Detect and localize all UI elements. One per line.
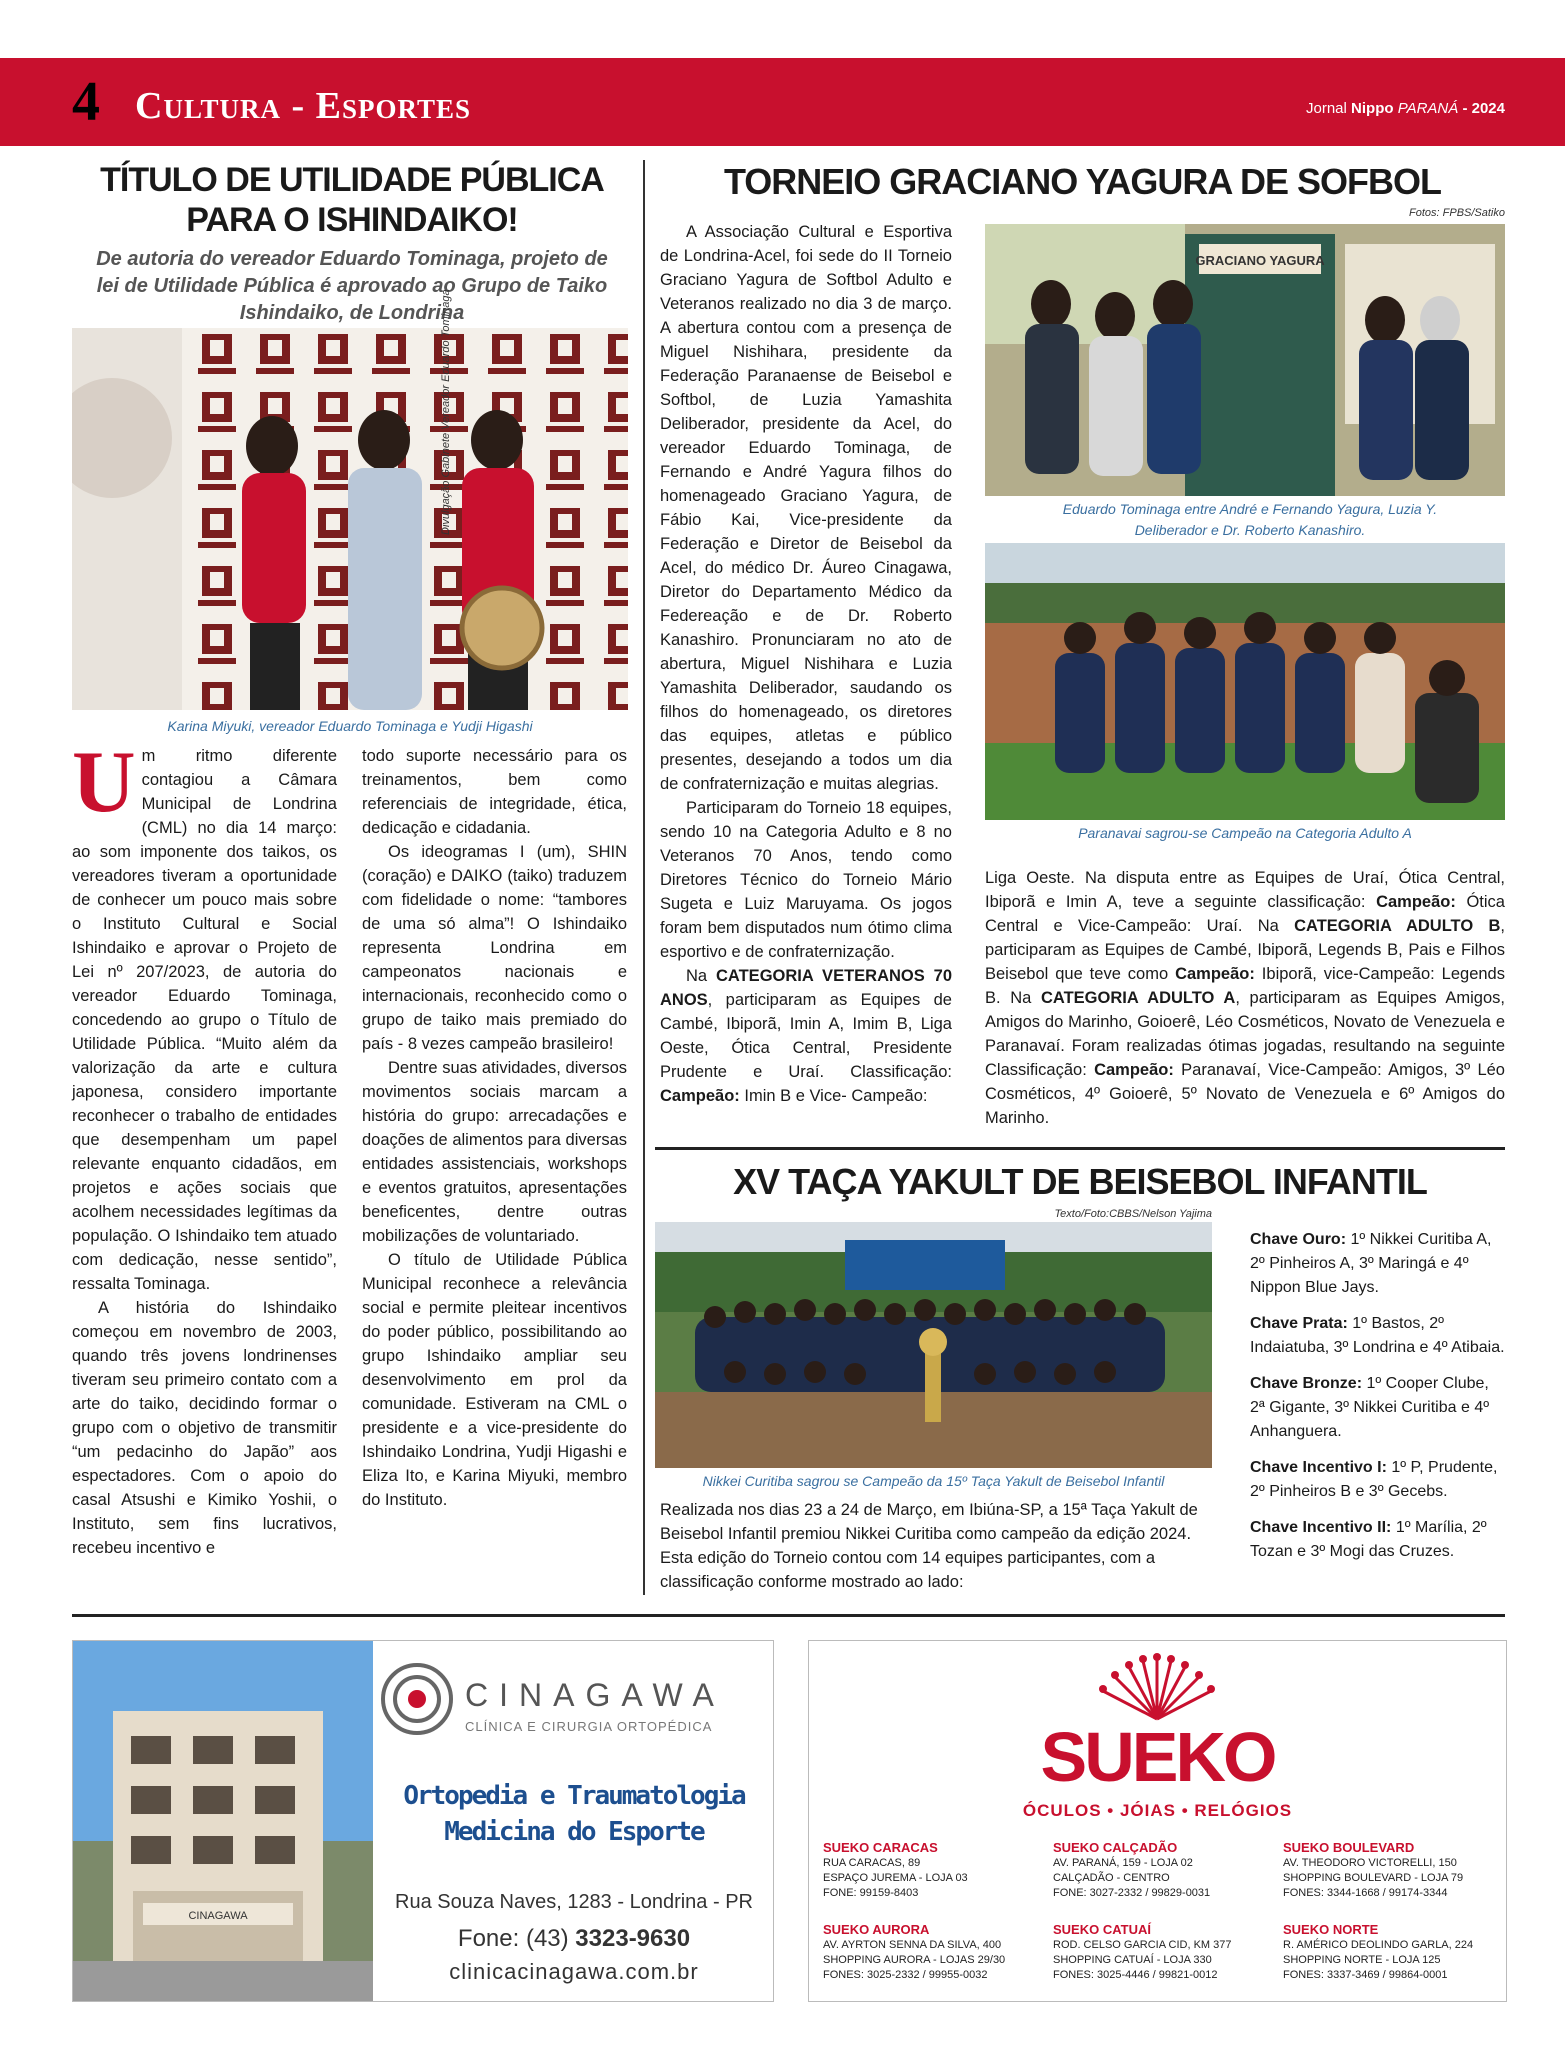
chave-incentivo-2: [1250, 1516, 1505, 1564]
sueko-store-line: FONES: 3025-2332 / 99955-0032: [823, 1969, 988, 1981]
cinagawa-phone-number: 3323-9630: [575, 1925, 691, 1952]
section-title: Cultura - Esportes: [135, 85, 472, 127]
taiko-col2-p4: O título de Utilidade Pública Municipal reconhece a relevância social e permite pleitear incentivos do poder público, possibilitando ao grupo Ishindaiko ampliar seu desenvolvimento em prol da comunidade. Estiveram na CML o presidente e a vice-presidente do Ishindaiko Londrina, Yudji Higashi e Eliza Ito, e Karina Miyuki, membro do Instituto.: [362, 1251, 627, 1509]
ad-sueko: [808, 1640, 1507, 2002]
yakult-title: XV TAÇA YAKULT DE BEISEBOL INFANTIL: [733, 1161, 1427, 1202]
taiko-col1-p1-text: m ritmo diferente contagiou a Câmara Municipal de Londrina (CML) no dia 14 março: ao som imponente dos taikos, os vereadores tiveram a oportunidade de conhecer um pouco mais sobre o Instituto Cultural e Social Ishindaiko e aprovar o Projeto de Lei nº 207/2023, de autoria do vereador Eduardo Tominaga, concedendo ao grupo o Título de Utilidade Pública. “Muito além da valorização da arte e cultura japonesa, considero importante reconhecer o trabalho de entidades que desempenham um papel relevante enquanto cidadãos, em projetos e ações sociais que acolhem necessidades legítimas da população. O Ishindaiko tem atuado com dedicação, nesse sentido”, ressalta Tominaga.: [72, 747, 337, 1293]
cont-e-label: CATEGORIA ADULTO A: [1040, 989, 1236, 1007]
sueko-store-line: FONES: 3025-4446 / 99821-0012: [1053, 1969, 1218, 1981]
sueko-store-line: SHOPPING CATUAÍ - LOJA 330: [1053, 1954, 1212, 1966]
cont-f: Paranavaí, Vice-Campeão: Amigos, 3º Léo Cosméticos, 4º Goioerê, 5º Novato de Venezuela e 6º Amigos do Marinho.: [985, 1061, 1505, 1127]
softball-p3: [660, 964, 952, 1108]
chave-ouro: [1250, 1228, 1505, 1300]
cont-c-label: CATEGORIA ADULTO B: [1294, 917, 1501, 935]
sueko-store-line: R. AMÉRICO DEOLINDO GARLA, 224: [1283, 1939, 1474, 1951]
taiko-col1: [72, 734, 337, 1560]
sueko-tagline: ÓCULOS • JÓIAS • RELÓGIOS: [1022, 1801, 1293, 1820]
chave-prata-label: Chave Prata:: [1250, 1315, 1348, 1332]
yakult-classification: [1250, 1228, 1505, 1576]
cinagawa-building-photo: [73, 1641, 373, 2001]
sueko-store-calcadao: [1053, 1839, 1273, 1901]
sueko-sunburst-icon: [1077, 1651, 1237, 1721]
ads-divider: [72, 1614, 1505, 1617]
chave-incentivo-1: [1250, 1456, 1505, 1504]
cont-a: Liga Oeste. Na disputa entre as Equipes de Uraí, Ótica Central, Ibiporã e Imin A, teve a seguinte classificação:: [985, 869, 1505, 911]
softball-photo-1: [985, 224, 1505, 496]
sueko-store-line: FONE: 99159-8403: [823, 1887, 919, 1899]
cinagawa-brand: CINAGAWA: [465, 1677, 725, 1713]
chave-bronze-label: Chave Bronze:: [1250, 1375, 1363, 1392]
cinagawa-specialty2: Medicina do Esporte: [444, 1817, 704, 1847]
taiko-col2: [362, 744, 627, 1512]
masthead-brand: Nippo: [1351, 100, 1394, 117]
masthead-prefix: Jornal: [1306, 100, 1347, 117]
taiko-dropcap: U: [72, 734, 136, 831]
chave-prata-text: 1º Bastos, 2º Indaiatuba, 3º Londrina e 4º Atibaia.: [1250, 1315, 1505, 1356]
taiko-title-line2: PARA O ISHINDAIKO!: [186, 201, 518, 239]
ad-cinagawa: [72, 1640, 774, 2002]
chave-prata: [1250, 1312, 1505, 1360]
cont-b-label: Campeão:: [1376, 893, 1456, 911]
sueko-brand: SUEKO: [1040, 1718, 1275, 1796]
taiko-title: [72, 160, 632, 240]
cinagawa-website[interactable]: clinicacinagawa.com.br: [449, 1959, 699, 1984]
cinagawa-phone-label: Fone: (43): [457, 1925, 569, 1952]
masthead-year: - 2024: [1462, 100, 1505, 117]
taiko-subtitle: De autoria do vereador Eduardo Tominaga, projeto de lei de Utilidade Pública é aprovado ao Grupo de Taiko Ishindaiko, de Londrina: [96, 248, 608, 324]
yakult-photo-caption: Nikkei Curitiba sagrou se Campeão da 15º Taça Yakult de Beisebol Infantil: [702, 1473, 1165, 1489]
chave-ouro-text: 1º Nikkei Curitiba A, 2º Pinheiros A, 3º Maringá e 4º Nippon Blue Jays.: [1250, 1231, 1492, 1296]
softball-p3-text: , participaram as Equipes de Cambé, Ibiporã, Imin A, Imim B, Liga Oeste, Ótica Central, Presidente Prudente e Uraí. Classificação:: [660, 991, 952, 1081]
taiko-col2-p3: Dentre suas atividades, diversos movimentos sociais marcam a história do grupo: arrecadações e doações de alimentos para diversas entidades assistenciais, workshops e eventos gratuitos, apresentações beneficentes, dentre outras mobilizações de voluntariado.: [362, 1059, 627, 1245]
softball-p3-champ: Imin B e Vice- Campeão:: [739, 1087, 928, 1105]
chave-incentivo-1-text: 1º P, Prudente, 2º Pinheiros B e 3º Gecebs.: [1250, 1459, 1498, 1500]
sueko-store-line: FONES: 3344-1668 / 99174-3344: [1283, 1887, 1448, 1899]
chave-incentivo-2-label: Chave Incentivo II:: [1250, 1519, 1392, 1536]
softball-p1: A Associação Cultural e Esportiva de Londrina-Acel, foi sede do II Torneio Graciano Yagura de Softbol Adulto e Veteranos realizado no dia 3 de março. A abertura contou com a presença de Miguel Nishihara, presidente da Federação Paranaense de Beisebol e Softbol, de Luzia Yamashita Deliberador, presidente da Acel, do vereador Eduardo Tominaga, de Fernando e André Yagura filhos do homenageado Graciano Yagura, de Fábio Kai, Vice-presidente da Federação e Diretor de Beisebol da Acel, do médico Dr. Áureo Cinagawa, Diretor do Departamento Médico da Federeação e de Dr. Roberto Kanashiro. Pronunciaram no ato de abertura, Miguel Nishihara e Luzia Yamashita Deliberador, saudando os filhos do homenageado, os diretores das equipes, atletas e público presentes, desejando a todos um dia de confraternização e muitas alegrias.: [660, 223, 952, 793]
cont-c: , participaram as Equipes de Cambé, Ibiporã, Legends B, Pais e Filhos Beisebol que teve como: [985, 917, 1505, 983]
chave-incentivo-2-text: 1º Marília, 2º Tozan e 3º Mogi das Cruzes.: [1250, 1519, 1487, 1560]
sueko-store-boulevard: [1283, 1839, 1503, 1901]
softball-p3-lead: Na: [686, 967, 708, 985]
cont-d-label: Campeão:: [1175, 965, 1255, 983]
sueko-store-caracas: [823, 1839, 1043, 1901]
softball-photo-2-caption: Paranavai sagrou-se Campeão na Categoria Adulto A: [1078, 825, 1412, 841]
yakult-photo-illustration: [655, 1222, 1212, 1468]
softball-p2: Participaram do Torneio 18 equipes, sendo 10 na Categoria Adulto e 8 no Veteranos 70 Anos, tendo como Diretores Técnico do Torneio Mário Sugeta e Luiz Maruyama. Os jogos foram bem disputados num ótimo clima esportivo e de confraternização.: [660, 799, 952, 961]
cont-b: Ótica Central e Vice-Campeão: Uraí. Na: [985, 893, 1505, 935]
softball-title: TORNEIO GRACIANO YAGURA DE SOFBOL: [723, 161, 1442, 202]
softball-yakult-divider: [655, 1147, 1505, 1150]
sueko-store-line: AV. THEODORO VICTORELLI, 150: [1283, 1857, 1457, 1869]
taiko-col1-p1: [72, 734, 337, 1296]
yakult-body: Realizada nos dias 23 a 24 de Março, em Ibiúna-SP, a 15ª Taça Yakult de Beisebol Infantil premiou Nikkei Curitiba como campeão da edição 2024. Esta edição do Torneio contou com 14 equipes participantes, com a classificação conforme mostrado ao lado:: [660, 1501, 1198, 1591]
sueko-store-name: SUEKO CATUAÍ: [1053, 1922, 1151, 1937]
softball-p3-category: CATEGORIA VETERANOS 70 ANOS: [660, 967, 952, 1009]
sueko-store-line: AV. PARANÁ, 159 - LOJA 02: [1053, 1857, 1193, 1869]
sueko-store-line: AV. AYRTON SENNA DA SILVA, 400: [823, 1939, 1002, 1951]
sueko-store-name: SUEKO BOULEVARD: [1283, 1840, 1415, 1855]
sueko-store-line: ROD. CELSO GARCIA CID, KM 377: [1053, 1939, 1232, 1951]
chave-ouro-label: Chave Ouro:: [1250, 1231, 1347, 1248]
sueko-store-catuai: [1053, 1921, 1273, 1983]
taiko-col2-p2: Os ideogramas I (um), SHIN (coração) e DAIKO (taiko) traduzem com fidelidade o nome: “tambores de uma só alma”! O Ishindaiko representa Londrina em campeonatos nacionais e internacionais, reconhecido como o grupo de taiko mais premiado do país - 8 vezes campeão brasileiro!: [362, 843, 627, 1053]
yakult-photo: [655, 1222, 1212, 1468]
yakult-photo-credit: Texto/Foto:CBBS/Nelson Yajima: [1054, 1208, 1212, 1220]
softball-p3-champ-label: Campeão:: [660, 1087, 740, 1105]
sueko-store-name: SUEKO CARACAS: [823, 1840, 938, 1855]
softball-photo-1-illustration: [985, 224, 1505, 496]
softball-photo-1-caption: Eduardo Tominaga entre André e Fernando Yagura, Luzia Y. Deliberador e Dr. Roberto Kanashiro.: [1062, 501, 1438, 538]
sueko-store-name: SUEKO AURORA: [823, 1922, 930, 1937]
masthead: [1306, 100, 1505, 117]
chave-incentivo-1-label: Chave Incentivo I:: [1250, 1459, 1387, 1476]
sueko-store-line: CALÇADÃO - CENTRO: [1053, 1872, 1170, 1884]
cinagawa-specialty1: Ortopedia e Traumatologia: [403, 1781, 745, 1811]
softball-col2: [985, 866, 1505, 1130]
cinagawa-building-sign: CINAGAWA: [188, 1910, 248, 1922]
softball-continuation: [985, 866, 1505, 1130]
cont-e: , participaram as Equipes Amigos, Amigos do Marinho, Goioerê, Léo Cosméticos, Novato de Venezuela e Paranavaí. Foram realizadas ótimas jogadas, resultando na seguinte Classificação:: [985, 989, 1505, 1079]
chave-bronze-text: 1º Cooper Clube, 2ª Gigante, 3º Nikkei Curitiba e 4º Anhanguera.: [1250, 1375, 1490, 1440]
sueko-store-line: SHOPPING AURORA - LOJAS 29/30: [823, 1954, 1006, 1966]
cinagawa-logo-icon: [379, 1661, 455, 1737]
sueko-store-line: FONE: 3027-2332 / 99829-0031: [1053, 1887, 1211, 1899]
taiko-col2-p1: todo suporte necessário para os treinamentos, bem como referenciais de integridade, ética, dedicação e cidadania.: [362, 747, 627, 837]
cinagawa-phone: [379, 1925, 769, 1953]
cont-d: Ibiporã, vice-Campeão: Legends B. Na: [985, 965, 1505, 1007]
sueko-store-line: ESPAÇO JUREMA - LOJA 03: [823, 1872, 968, 1884]
softball-photo-2-illustration: [985, 543, 1505, 820]
softball-col1: [660, 220, 952, 1108]
cont-f-label: Campeão:: [1094, 1061, 1174, 1079]
chave-bronze: [1250, 1372, 1505, 1444]
taiko-photo-credit: Divulgação Gabinete Vereador Eduardo Tominaga: [440, 289, 452, 535]
taiko-photo: [72, 328, 628, 710]
sueko-store-line: SHOPPING BOULEVARD - LOJA 79: [1283, 1872, 1464, 1884]
softball-photo-1-sign: GRACIANO YAGURA: [1195, 253, 1325, 268]
sueko-store-name: SUEKO CALÇADÃO: [1053, 1840, 1178, 1855]
sueko-store-name: SUEKO NORTE: [1283, 1922, 1379, 1937]
softball-photo-2: [985, 543, 1505, 820]
taiko-title-line1: TÍTULO DE UTILIDADE PÚBLICA: [100, 161, 604, 199]
page-number: 4: [72, 71, 100, 133]
column-divider: [643, 160, 645, 1595]
cinagawa-tagline: CLÍNICA E CIRURGIA ORTOPÉDICA: [465, 1719, 713, 1734]
sueko-store-aurora: [823, 1921, 1043, 1983]
masthead-state: PARANÁ: [1397, 100, 1459, 117]
softball-photo-credit: Fotos: FPBS/Satiko: [1409, 207, 1505, 219]
sueko-store-norte: [1283, 1921, 1503, 1983]
sueko-store-line: FONES: 3337-3469 / 99864-0001: [1283, 1969, 1448, 1981]
taiko-col1-p2: A história do Ishindaiko começou em novembro de 2003, quando três jovens londrinenses tiveram seu primeiro contato com a arte do taiko, decidindo formar o grupo com o objetivo de transmitir “um pedacinho do Japão” aos espectadores. Com o apoio do casal Atsushi e Kimiko Yoshii, o Instituto, sem fins lucrativos, recebeu incentivo e: [72, 1299, 337, 1557]
sueko-store-line: RUA CARACAS, 89: [823, 1857, 921, 1869]
taiko-photo-caption: Karina Miyuki, vereador Eduardo Tominaga e Yudji Higashi: [167, 718, 533, 734]
cinagawa-address: Rua Souza Naves, 1283 - Londrina - PR: [395, 1891, 753, 1913]
sueko-store-line: SHOPPING NORTE - LOJA 125: [1283, 1954, 1441, 1966]
taiko-photo-illustration: [72, 328, 628, 710]
